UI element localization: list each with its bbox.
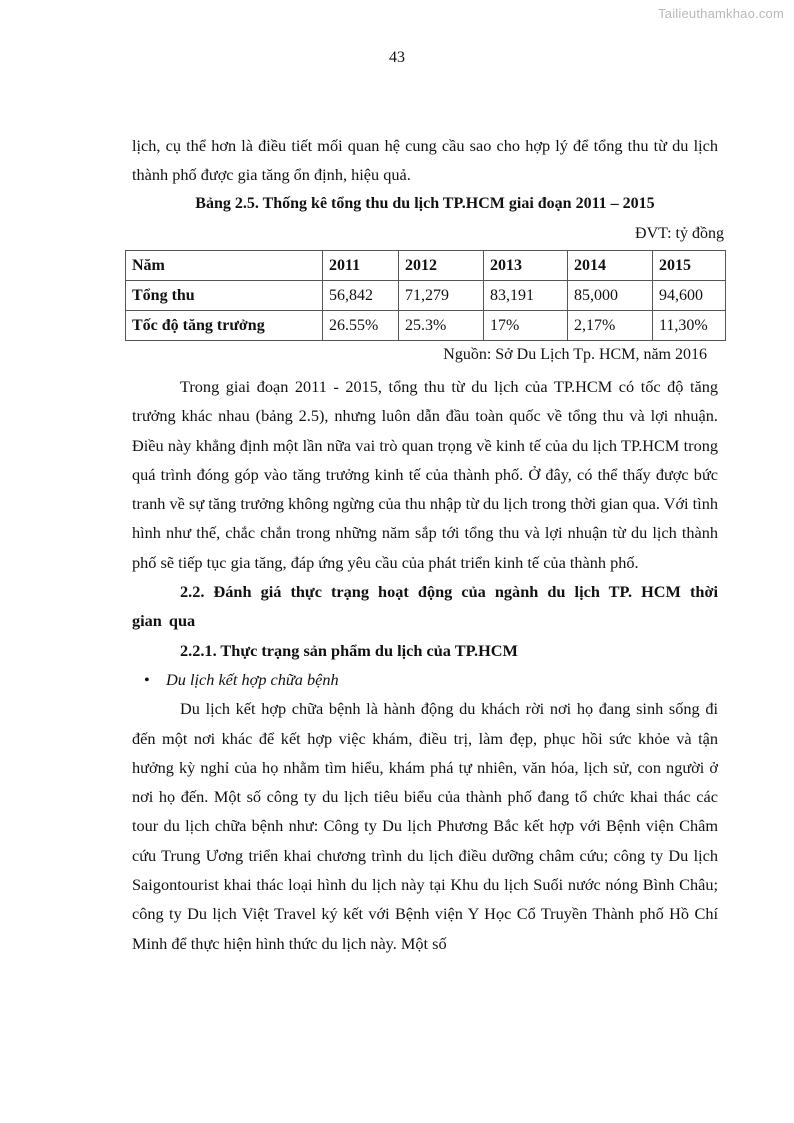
table-cell: 11,30%: [653, 311, 726, 341]
header-cell: 2012: [399, 251, 484, 281]
section-heading-2-2-1: 2.2.1. Thực trạng sản phẩm du lịch của TP.HCM: [180, 640, 518, 660]
page-number: 43: [389, 49, 405, 66]
row-label: Tốc độ tăng trưởng: [126, 311, 323, 341]
table-cell: 17%: [484, 311, 568, 341]
bullet-icon: •: [144, 669, 150, 689]
table-caption: Bảng 2.5. Thống kê tổng thu du lịch TP.HCM giai đoạn 2011 – 2015: [195, 195, 655, 213]
table-header-row: [126, 251, 726, 281]
header-cell: 2013: [484, 251, 568, 281]
table-unit: ĐVT: tỷ đồng: [635, 224, 724, 242]
table-cell: 94,600: [653, 281, 726, 311]
intro-section: [132, 131, 724, 248]
section-heading-2-2: 2.2. Đánh giá thực trạng hoạt động của ngành du lịch TP. HCM thời gian qua: [132, 582, 718, 631]
table-row: [126, 281, 726, 311]
row-label: Tổng thu: [126, 281, 323, 311]
header-cell: 2015: [653, 251, 726, 281]
revenue-table: [125, 250, 726, 341]
header-cell: 2011: [323, 251, 399, 281]
header-cell: Năm: [126, 251, 323, 281]
table-cell: 2,17%: [568, 311, 653, 341]
table-cell: 85,000: [568, 281, 653, 311]
main-body: [132, 372, 718, 958]
table-source: Nguồn: Sở Du Lịch Tp. HCM, năm 2016: [443, 346, 707, 363]
analysis-paragraph: Trong giai đoạn 2011 - 2015, tổng thu từ du lịch của TP.HCM có tốc độ tăng trưởng khác nhau (bảng 2.5), nhưng luôn dẫn đầu toàn quốc về tổng thu và lợi nhuận. Điều này khẳng định một lần nữa vai trò quan trọng về kinh tế của du lịch TP.HCM trong quá trình đóng góp vào tăng trưởng kinh tế của thành phố. Ở đây, có thể thấy được bức tranh về sự tăng trưởng không ngừng của thu nhập từ du lịch trong thời gian qua. Với tình hình như thế, chắc chắn trong những năm sắp tới tổng thu và lợi nhuận từ du lịch thành phố sẽ tiếp tục gia tăng, đáp ứng yêu cầu của phát triển kinh tế của thành phố.: [132, 377, 718, 572]
table-cell: 25.3%: [399, 311, 484, 341]
table-cell: 56,842: [323, 281, 399, 311]
watermark: Tailieuthamkhao.com: [658, 6, 784, 21]
bullet-text: Du lịch kết hợp chữa bệnh: [166, 669, 339, 689]
bullet-item: [132, 665, 718, 694]
header-cell: 2014: [568, 251, 653, 281]
table-cell: 71,279: [399, 281, 484, 311]
table-cell: 83,191: [484, 281, 568, 311]
intro-paragraph: lịch, cụ thể hơn là điều tiết mối quan hệ cung cầu sao cho hợp lý để tổng thu từ du lịch thành phố được gia tăng ổn định, hiệu quả.: [132, 136, 718, 185]
medical-tourism-paragraph: Du lịch kết hợp chữa bệnh là hành động du khách rời nơi họ đang sinh sống đi đến một nơi khác để kết hợp việc khám, điều trị, làm đẹp, phục hồi sức khỏe và tận hưởng kỳ nghỉ của họ nhằm tìm hiểu, khám phá tự nhiên, văn hóa, lịch sử, con người ở nơi họ đến. Một số công ty du lịch tiêu biểu của thành phố đang tổ chức khai thác các tour du lịch chữa bệnh như: Công ty Du lịch Phương Bắc kết hợp với Bệnh viện Châm cứu Trung Ương triển khai chương trình du lịch điều dưỡng châm cứu; công ty Du lịch Saigontourist khai thác loại hình du lịch này tại Khu du lịch Suối nước nóng Bình Châu; công ty Du lịch Việt Travel ký kết với Bệnh viện Y Học Cổ Truyền Thành phố Hồ Chí Minh để thực hiện hình thức du lịch này. Một số: [132, 699, 718, 953]
table-cell: 26.55%: [323, 311, 399, 341]
table-row: [126, 311, 726, 341]
